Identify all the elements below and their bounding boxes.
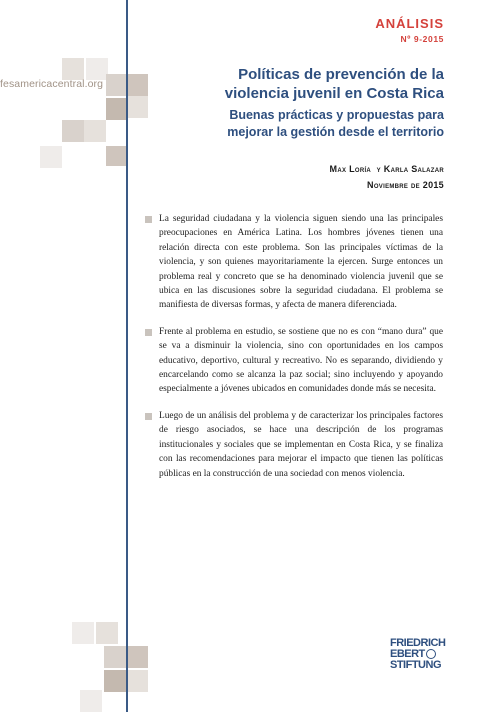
paragraph-text: La seguridad ciudadana y la violencia siguen siendo una las principales preocupaciones en América Latina. Los hombres jóvenes tienen una relación directa con este problema. Son las principales víctimas de la violencia, y son quienes mayoritariamente la ejercen. Surge entonces un problema real y concreto que se ha denominado violencia juvenil que se ubica en las discusiones sobre la seguridad ciudadana. El problema se manifiesta de diversas formas, y afecta de manera diferenciada.: [159, 214, 443, 311]
decor-square: [128, 646, 148, 668]
logo-line-ebert: [390, 649, 448, 660]
logo-line: EBERT: [390, 648, 425, 660]
globe-icon: [426, 649, 436, 659]
decor-square: [104, 646, 126, 668]
decor-square: [62, 58, 84, 80]
paragraph-text: Frente al problema en estudio, se sostiene que no es con “mano dura” que se va a disminuir la violencia, sino con oportunidades en los campos educativo, deportivo, cultural y recreativo. No es separando, dividiendo y encarcelando como se alcanza la paz social; sino incluyendo y apoyando especialmente a jóvenes ubicados en comunidades donde más se necesita.: [159, 326, 443, 395]
subtitle-line: mejorar la gestión desde el territorio: [227, 125, 444, 139]
decor-square: [72, 622, 94, 644]
abstract-body: [145, 212, 443, 493]
page-subtitle: [124, 107, 444, 141]
authors: Max Loría y Karla Salazar: [329, 164, 444, 174]
decor-square: [86, 58, 108, 80]
logo-line: STIFTUNG: [390, 659, 441, 671]
decor-square: [62, 120, 84, 142]
abstract-paragraph: [145, 409, 443, 481]
decor-square: [84, 120, 106, 142]
logo-line: FRIEDRICH: [390, 637, 446, 649]
decor-square: [80, 690, 102, 712]
website-link[interactable]: fesamericacentral.org: [0, 78, 104, 90]
title-line: Políticas de prevención de la: [238, 66, 444, 83]
decor-square: [106, 98, 126, 120]
decor-square: [104, 670, 126, 692]
decor-square: [128, 670, 148, 692]
subtitle-line: Buenas prácticas y propuestas para: [229, 108, 444, 122]
paragraph-text: Luego de un análisis del problema y de caracterizar los principales factores de riesgo asociados, se hace una descripción de los programas institucionales y sociales que se implementan en Costa Rica, y se finaliza con las recomendaciones para mejorar el impacto que tienen las políticas públicas en la construcción de una sociedad con menos violencia.: [159, 410, 443, 479]
square-bullet-icon: [145, 216, 152, 223]
series-number: Nº 9-2015: [400, 34, 444, 44]
page-title: [124, 65, 444, 103]
title-line: violencia juvenil en Costa Rica: [224, 85, 444, 102]
abstract-paragraph: [145, 212, 443, 313]
decor-square: [40, 146, 62, 168]
decor-square: [106, 74, 126, 96]
abstract-paragraph: [145, 325, 443, 397]
publication-date: Noviembre de 2015: [367, 180, 444, 190]
series-label: ANÁLISIS: [375, 16, 444, 31]
decor-square: [96, 622, 118, 644]
fes-logo: [390, 638, 448, 671]
square-bullet-icon: [145, 413, 152, 420]
decor-square: [106, 146, 126, 166]
square-bullet-icon: [145, 329, 152, 336]
